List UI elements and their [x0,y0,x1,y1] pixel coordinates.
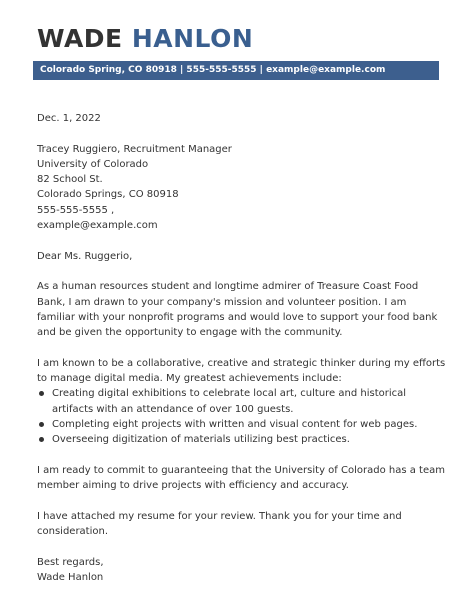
recipient-line: University of Colorado [37,158,149,170]
paragraph-achievements: I am known to be a collaborative, creative and strategic thinker during my efforts to manage digital media. My greatest achievements include: [37,357,446,385]
recipient-line: Tracey Ruggiero, Recruitment Manager [37,143,232,155]
bullet-icon [39,437,44,442]
salutation: Dear Ms. Ruggerio, [37,250,133,262]
list-item [37,432,447,447]
letter-body [37,111,447,585]
signature: Wade Hanlon [37,571,104,583]
recipient-line: 555-555-5555 , [37,204,115,216]
last-name: HANLON [131,24,254,53]
paragraph-closing: I have attached my resume for your review. Thank you for your time and consideration. [37,510,402,538]
letter-date: Dec. 1, 2022 [37,113,101,124]
list-item-text: Overseeing digitization of materials utilizing best practices. [52,434,350,446]
recipient-line: Colorado Springs, CO 80918 [37,189,179,201]
bullet-icon [39,422,44,427]
recipient-address [37,142,447,234]
closing: Best regards, [37,556,104,568]
achievements-list [37,386,447,447]
contact-bar [33,61,439,80]
applicant-name [37,22,253,56]
paragraph-intro: As a human resources student and longtime admirer of Treasure Coast Food Bank, I am drawn to your company's mission and volunteer position. I am familiar with your nonprofit programs and would love to support your food bank and be given the opportunity to engage with the community. [37,281,438,339]
contact-info: Colorado Spring, CO 80918 | 555-555-5555 | example@example.com [40,65,386,75]
first-name: WADE [37,24,123,53]
recipient-line: 82 School St. [37,174,103,186]
list-item [37,417,447,432]
recipient-line: example@example.com [37,220,158,232]
list-item-text: Creating digital exhibitions to celebrate local art, culture and historical artifacts with an attendance of over 100 guests. [52,388,407,415]
list-item-text: Completing eight projects with written and visual content for web pages. [52,418,418,430]
bullet-icon [39,391,44,396]
list-item [37,386,447,417]
paragraph-commitment: I am ready to commit to guaranteeing that the University of Colorado has a team member aiming to drive projects with efficiency and accuracy. [37,464,445,492]
